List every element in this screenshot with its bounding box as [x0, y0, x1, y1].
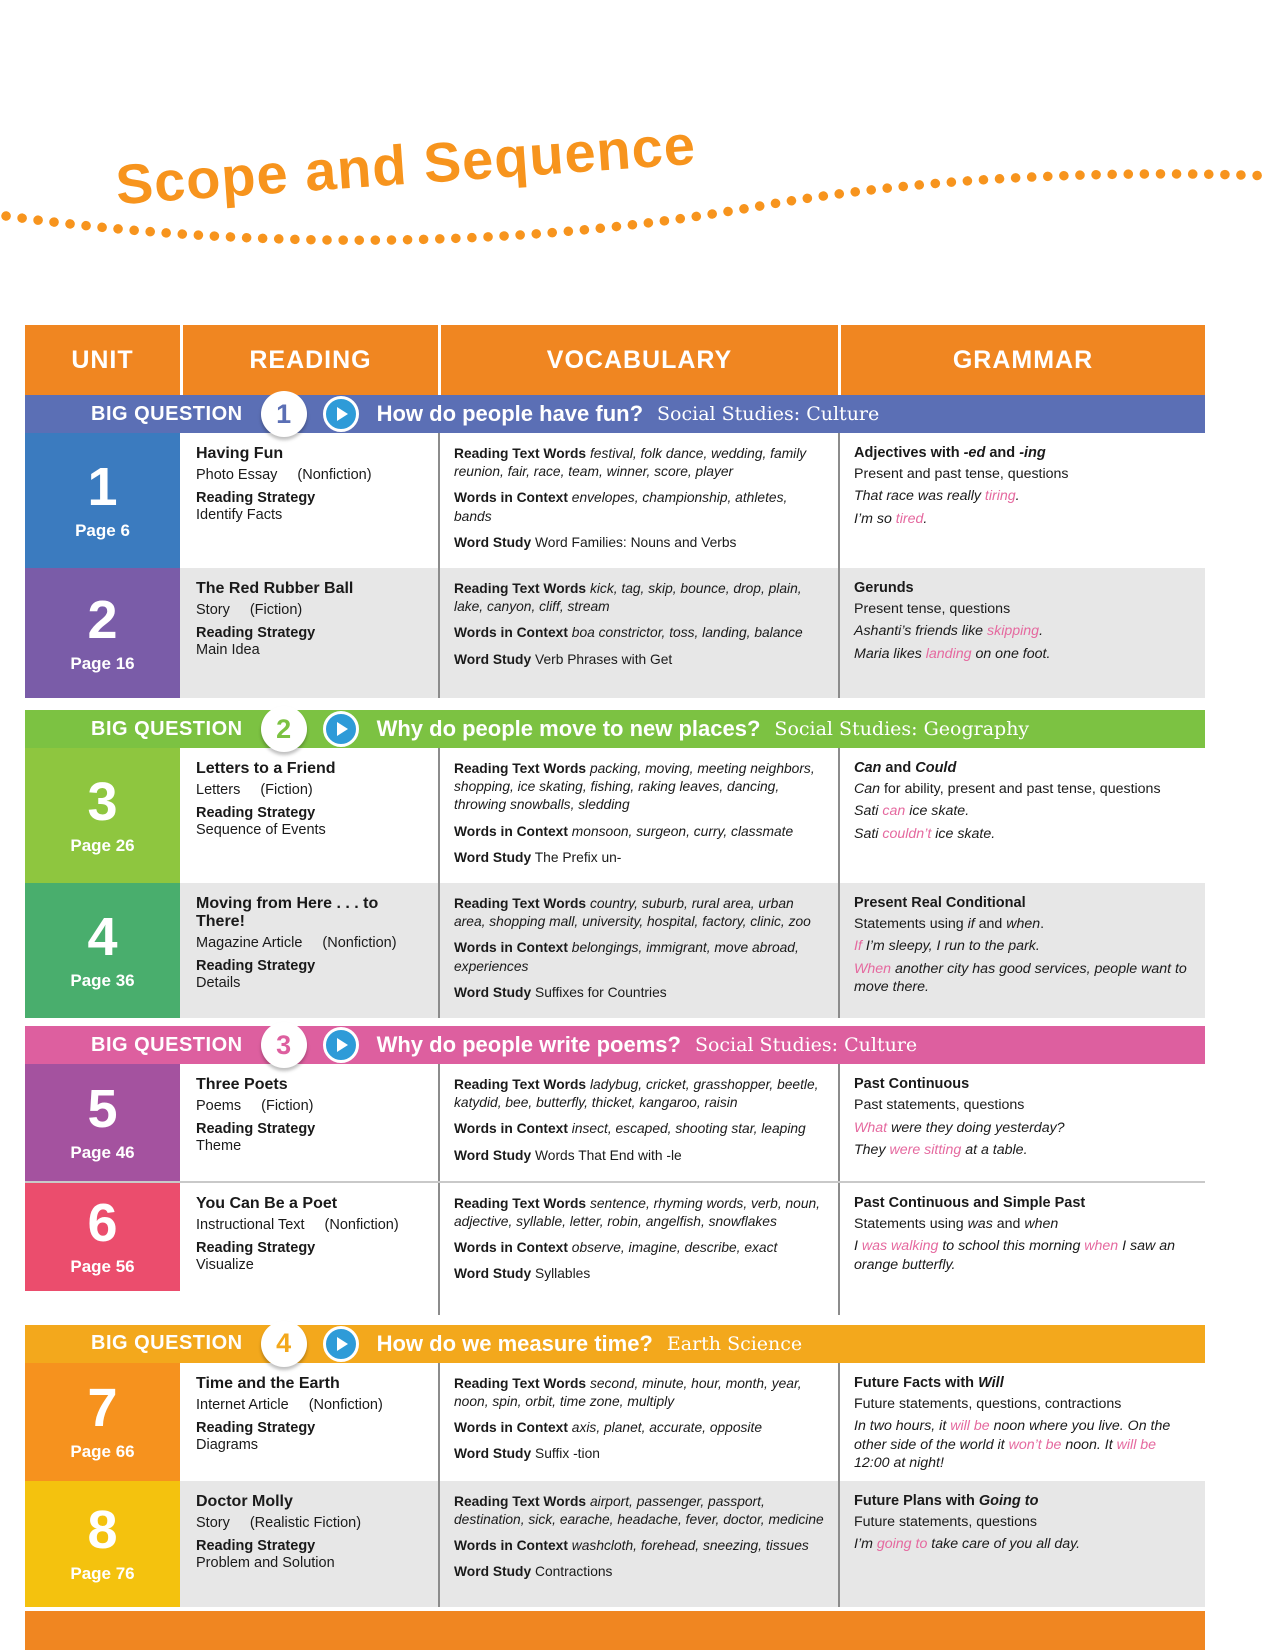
- play-triangle-icon: [337, 1038, 348, 1052]
- grammar-subtitle: Future statements, questions, contractions: [854, 1395, 1122, 1412]
- reading-title: Three Poets: [196, 1076, 288, 1094]
- unit-row-1: [25, 433, 1205, 568]
- grammar-example: I’m going to take care of you all day.: [854, 1536, 1081, 1553]
- unit-cell: [25, 748, 180, 883]
- reading-cell: [180, 748, 438, 883]
- big-question-label: BIG QUESTION: [91, 1332, 243, 1355]
- reading-strategy: Diagrams: [196, 1436, 259, 1453]
- grammar-title: Present Real Conditional: [854, 895, 1026, 912]
- unit-cell: [25, 1363, 180, 1481]
- reading-title: Having Fun: [196, 445, 284, 462]
- reading-strategy: Identify Facts: [196, 507, 283, 523]
- unit-page: Page 16: [70, 653, 135, 673]
- reading-genre: Letters (Fiction): [196, 782, 313, 799]
- reading-cell: [180, 433, 438, 568]
- unit-page: Page 46: [70, 1142, 135, 1162]
- big-question-text: How do people have fun?: [376, 401, 644, 426]
- grammar-cell: [838, 1183, 1205, 1315]
- grammar-example: Maria likes landing on one foot.: [854, 645, 1051, 662]
- unit-page: Page 36: [70, 971, 135, 991]
- grammar-cell: [838, 1064, 1205, 1181]
- unit-number: 5: [87, 1078, 118, 1139]
- vocabulary-cell: [438, 568, 838, 698]
- vocab-line: Reading Text Words sentence, rhyming words, verb, noun, adjective, syllable, letter, robin, angelfish, snowflakes: [454, 1195, 821, 1230]
- grammar-title: Past Continuous and Simple Past: [854, 1194, 1086, 1211]
- dotted-wave-decoration: [0, 148, 1275, 260]
- vocab-line: Word Study Words That End with -le: [454, 1147, 682, 1163]
- vocab-line: Reading Text Words airport, passenger, passport, destination, sick, earache, headache, fever, doctor, medicine: [454, 1493, 824, 1527]
- grammar-cell: [838, 1481, 1205, 1607]
- unit-page: Page 6: [75, 521, 130, 540]
- vocab-line: Word Study Suffix -tion: [454, 1446, 600, 1462]
- unit-number: 8: [87, 1500, 118, 1561]
- play-triangle-icon: [337, 407, 348, 421]
- unit-page: Page 26: [70, 836, 135, 856]
- grammar-subtitle: Future statements, questions: [854, 1513, 1037, 1530]
- reading-title: The Red Rubber Ball: [196, 580, 354, 598]
- reading-strategy-label: Reading Strategy: [196, 1121, 316, 1138]
- big-question-band-1: [25, 395, 1205, 433]
- unit-row-3: [25, 748, 1205, 883]
- vocab-line: Words in Context washcloth, forehead, sneezing, tissues: [454, 1538, 809, 1554]
- column-header-reading: READING: [180, 325, 438, 395]
- reading-strategy: Problem and Solution: [196, 1554, 335, 1571]
- play-icon[interactable]: [323, 1027, 359, 1063]
- vocab-line: Word Study Verb Phrases with Get: [454, 651, 673, 667]
- grammar-example: If I’m sleepy, I run to the park.: [854, 938, 1040, 955]
- reading-title: Letters to a Friend: [196, 760, 336, 778]
- vocabulary-cell: [438, 1481, 838, 1607]
- play-triangle-icon: [337, 722, 348, 736]
- unit-cell: [25, 433, 180, 568]
- grammar-cell: [838, 568, 1205, 698]
- vocabulary-cell: [438, 1183, 838, 1315]
- vocab-line: Reading Text Words festival, folk dance, wedding, family reunion, fair, race, team, winner, score, player: [454, 446, 807, 480]
- play-triangle-icon: [337, 1337, 348, 1351]
- grammar-example: I’m so tired.: [854, 510, 928, 527]
- vocabulary-cell: [438, 1363, 838, 1481]
- unit-cell: [25, 1064, 180, 1181]
- vocab-line: Words in Context belongings, immigrant, move abroad, experiences: [454, 940, 799, 974]
- reading-title: Moving from Here . . . to There!: [196, 895, 379, 931]
- reading-strategy-label: Reading Strategy: [196, 1537, 316, 1554]
- reading-genre: Story (Realistic Fiction): [196, 1514, 362, 1531]
- vocab-line: Words in Context observe, imagine, describe, exact: [454, 1240, 778, 1256]
- grammar-title: Future Facts with Will: [854, 1374, 1004, 1391]
- big-question-text: Why do people move to new places?: [376, 716, 761, 742]
- grammar-example: I was walking to school this morning when I saw an orange butterfly.: [854, 1238, 1175, 1273]
- vocab-line: Words in Context monsoon, surgeon, curry, classmate: [454, 823, 794, 839]
- section-gap: [25, 1018, 1205, 1026]
- reading-strategy-label: Reading Strategy: [196, 1419, 316, 1436]
- grammar-subtitle: Present and past tense, questions: [854, 466, 1069, 482]
- vocab-line: Reading Text Words ladybug, cricket, grasshopper, beetle, katydid, bee, butterfly, thicket, kangaroo, raisin: [454, 1077, 819, 1111]
- grammar-title: Past Continuous: [854, 1076, 970, 1093]
- reading-strategy-label: Reading Strategy: [196, 490, 316, 506]
- vocab-line: Reading Text Words kick, tag, skip, bounce, drop, plain, lake, canyon, cliff, stream: [454, 581, 802, 615]
- reading-strategy-label: Reading Strategy: [196, 958, 316, 975]
- grammar-example: That race was really tiring.: [854, 488, 1020, 505]
- reading-genre: Photo Essay (Nonfiction): [196, 467, 372, 483]
- unit-row-6: [25, 1181, 1205, 1315]
- reading-genre: Internet Article (Nonfiction): [196, 1396, 383, 1413]
- reading-strategy: Main Idea: [196, 642, 260, 659]
- grammar-subtitle: Statements using was and when: [854, 1215, 1059, 1232]
- column-header-grammar: GRAMMAR: [838, 325, 1205, 395]
- section-gap: [25, 1315, 1205, 1325]
- vocab-line: Word Study The Prefix un-: [454, 849, 622, 865]
- grammar-subtitle: Present tense, questions: [854, 601, 1011, 618]
- vocab-line: Word Study Word Families: Nouns and Verbs: [454, 534, 737, 550]
- grammar-subtitle: Can for ability, present and past tense, questions: [854, 781, 1161, 798]
- vocab-line: Words in Context axis, planet, accurate, opposite: [454, 1420, 763, 1436]
- grammar-title: Future Plans with Going to: [854, 1492, 1039, 1509]
- reading-genre: Poems (Fiction): [196, 1098, 314, 1115]
- vocabulary-cell: [438, 748, 838, 883]
- big-question-subject: Social Studies: Geography: [774, 718, 1030, 741]
- play-icon[interactable]: [323, 396, 359, 432]
- table-header-row: [25, 325, 1205, 395]
- big-question-subject: Social Studies: Culture: [694, 1034, 918, 1057]
- unit-cell: [25, 1183, 180, 1291]
- grammar-cell: [838, 1363, 1205, 1481]
- vocab-line: Word Study Contractions: [454, 1564, 613, 1580]
- grammar-example: Ashanti’s friends like skipping.: [854, 623, 1044, 640]
- big-question-text: Why do people write poems?: [376, 1032, 681, 1058]
- reading-genre: Story (Fiction): [196, 602, 303, 619]
- big-question-subject: Earth Science: [666, 1332, 803, 1355]
- big-question-subject: Social Studies: Culture: [657, 403, 880, 425]
- reading-cell: [180, 1363, 438, 1481]
- play-icon[interactable]: [323, 1326, 359, 1362]
- big-question-number-badge: 4: [261, 1321, 307, 1367]
- reading-strategy-label: Reading Strategy: [196, 625, 316, 642]
- big-question-band-4: [25, 1325, 1205, 1363]
- big-question-text: How do we measure time?: [376, 1330, 653, 1356]
- grammar-subtitle: Statements using if and when.: [854, 916, 1045, 933]
- grammar-title: Gerunds: [854, 580, 914, 597]
- unit-number: 1: [87, 457, 118, 517]
- reading-cell: [180, 568, 438, 698]
- reading-strategy: Visualize: [196, 1256, 254, 1273]
- grammar-title: Can and Could: [854, 760, 957, 777]
- grammar-cell: [838, 433, 1205, 568]
- unit-row-2: [25, 568, 1205, 698]
- unit-row-4: [25, 883, 1205, 1018]
- big-question-number-badge: 1: [261, 391, 307, 437]
- big-question-label: BIG QUESTION: [91, 717, 243, 740]
- vocab-line: Reading Text Words packing, moving, meeting neighbors, shopping, ice skating, fishing, raking leaves, dancing, throwing snowballs, sledding: [454, 761, 815, 813]
- column-header-vocabulary: VOCABULARY: [438, 325, 838, 395]
- reading-genre: Magazine Article (Nonfiction): [196, 935, 397, 952]
- reading-cell: [180, 1064, 438, 1181]
- reading-title: Time and the Earth: [196, 1374, 340, 1392]
- reading-strategy-label: Reading Strategy: [196, 1239, 316, 1256]
- grammar-cell: [838, 748, 1205, 883]
- reading-cell: [180, 883, 438, 1018]
- big-question-band-3: [25, 1026, 1205, 1064]
- unit-page: Page 76: [70, 1564, 135, 1584]
- vocab-line: Reading Text Words second, minute, hour, month, year, noon, spin, orbit, time zone, multiply: [454, 1375, 802, 1410]
- reading-strategy-label: Reading Strategy: [196, 805, 316, 822]
- grammar-cell: [838, 883, 1205, 1018]
- reading-strategy: Details: [196, 975, 241, 992]
- grammar-example: What were they doing yesterday?: [854, 1119, 1065, 1136]
- unit-number: 3: [87, 772, 118, 833]
- vocab-line: Words in Context boa constrictor, toss, landing, balance: [454, 625, 803, 641]
- reading-genre: Instructional Text (Nonfiction): [196, 1216, 399, 1233]
- vocab-line: Words in Context envelopes, championship, athletes, bands: [454, 490, 788, 524]
- section-gap: [25, 698, 1205, 710]
- big-question-label: BIG QUESTION: [91, 1033, 243, 1056]
- vocabulary-cell: [438, 433, 838, 568]
- grammar-title: Adjectives with -ed and -ing: [854, 445, 1046, 461]
- vocab-line: Word Study Suffixes for Countries: [454, 984, 667, 1000]
- grammar-example: Sati couldn’t ice skate.: [854, 825, 996, 842]
- grammar-example: When another city has good services, people want to move there.: [854, 960, 1187, 996]
- unit-page: Page 56: [70, 1257, 135, 1277]
- big-question-band-2: [25, 710, 1205, 748]
- column-header-unit: UNIT: [71, 345, 134, 374]
- vocab-line: Reading Text Words country, suburb, rural area, urban area, shopping mall, university, hospital, factory, clinic, zoo: [454, 896, 811, 930]
- grammar-example: Sati can ice skate.: [854, 803, 970, 820]
- bottom-orange-bar: [25, 1611, 1205, 1650]
- grammar-example: In two hours, it will be noon where you live. On the other side of the world it won’t be noon. It will be 12:00 at night!: [854, 1418, 1171, 1472]
- grammar-subtitle: Past statements, questions: [854, 1097, 1025, 1114]
- reading-title: You Can Be a Poet: [196, 1194, 338, 1212]
- vocab-line: Word Study Syllables: [454, 1266, 591, 1282]
- unit-number: 4: [87, 907, 118, 968]
- reading-title: Doctor Molly: [196, 1492, 293, 1510]
- reading-cell: [180, 1481, 438, 1607]
- unit-cell: [25, 568, 180, 698]
- unit-row-7: [25, 1363, 1205, 1481]
- big-question-label: BIG QUESTION: [91, 402, 243, 425]
- grammar-example: They were sitting at a table.: [854, 1141, 1028, 1158]
- reading-strategy: Sequence of Events: [196, 822, 326, 839]
- reading-cell: [180, 1183, 438, 1315]
- big-question-number-badge: 3: [261, 1022, 307, 1068]
- scope-sequence-table: [25, 325, 1205, 1650]
- page-title: Scope and Sequence: [113, 112, 698, 217]
- reading-strategy: Theme: [196, 1138, 242, 1155]
- unit-cell: [25, 1481, 180, 1607]
- unit-number: 2: [87, 589, 118, 650]
- unit-page: Page 66: [70, 1442, 135, 1462]
- unit-number: 6: [87, 1193, 118, 1254]
- unit-number: 7: [87, 1378, 118, 1439]
- unit-row-5: [25, 1064, 1205, 1181]
- unit-row-8: [25, 1481, 1205, 1607]
- vocabulary-cell: [438, 1064, 838, 1181]
- unit-cell: [25, 883, 180, 1018]
- vocab-line: Words in Context insect, escaped, shooting star, leaping: [454, 1121, 806, 1137]
- big-question-number-badge: 2: [261, 706, 307, 752]
- play-icon[interactable]: [323, 711, 359, 747]
- vocabulary-cell: [438, 883, 838, 1018]
